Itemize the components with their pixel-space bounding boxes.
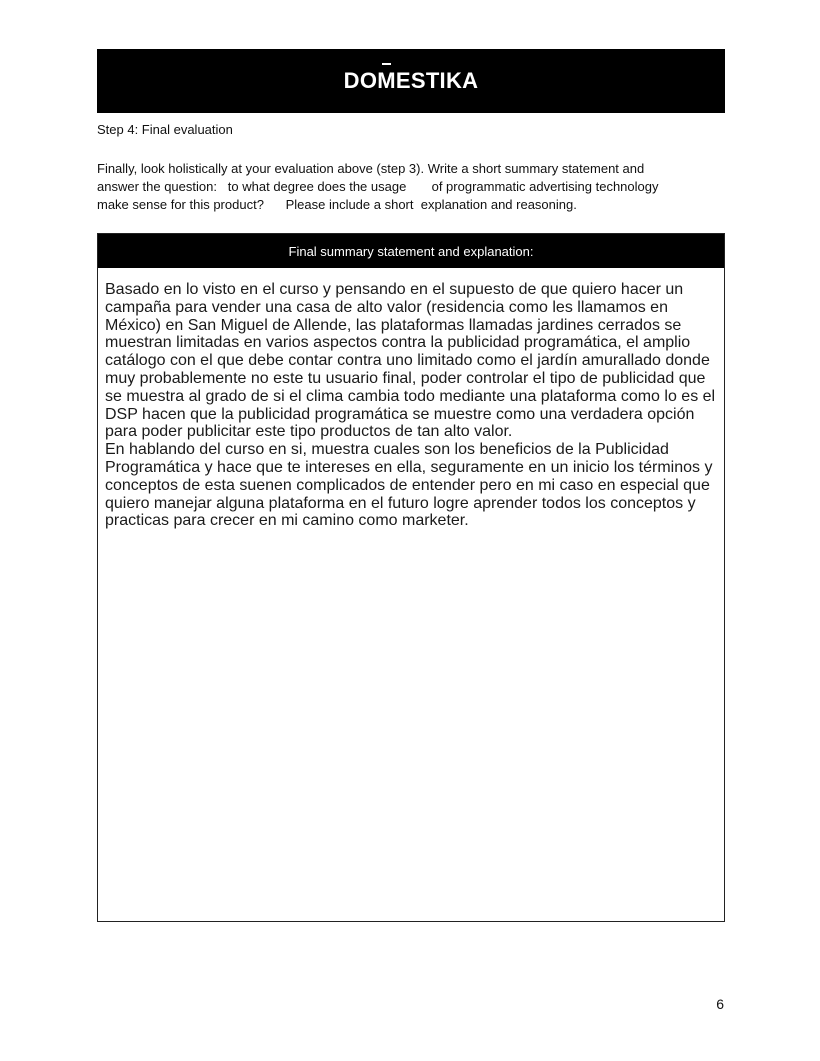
summary-box (97, 233, 725, 922)
logo-text: DOMESTIKA (343, 68, 479, 93)
header-bar (97, 49, 725, 113)
domestika-logo (344, 70, 479, 92)
summary-paragraph: En hablando del curso en si, muestra cuales son los beneficios de la Publicidad Programática y hace que te intereses en ella, seguramente en un inicio los términos y conceptos de esta suenen complicados de entender pero en mi caso en especial que quiero manejar alguna plataforma en el futuro logre aprender todos los conceptos y practicas para crecer en mi camino como marketer. (105, 441, 713, 530)
instructions (97, 160, 697, 214)
summary-header: Final summary statement and explanation: (98, 234, 724, 268)
page-number: 6 (716, 996, 724, 1012)
instructions-line: answer the question: to what degree does the usage of programmatic advertising technology (97, 179, 659, 194)
step-title: Step 4: Final evaluation (97, 122, 233, 137)
instructions-line: make sense for this product? Please include a short explanation and reasoning. (97, 197, 577, 212)
logo-accent-mark (382, 63, 391, 65)
summary-paragraph: Basado en lo visto en el curso y pensando en el supuesto de que quiero hacer un campaña para vender una casa de alto valor (residencia como les llamamos en México) en San Miguel de Allende, las plataformas llamadas jardines cerrados se muestran limitadas en varios aspectos contra la publicidad programática, el amplio catálogo con el que debe contar contra uno limitado como el jardín amurallado donde muy probablemente no este tu usuario final, poder controlar el tipo de publicidad que se muestra al grado de si el clima cambia todo mediante una plataforma como lo es el DSP hacen que la publicidad programática se muestre como una verdadera opción para poder publicitar este tipo productos de tan alto valor. (105, 281, 716, 441)
instructions-line: Finally, look holistically at your evaluation above (step 3). Write a short summary statement and (97, 161, 645, 176)
summary-text-area[interactable] (98, 268, 724, 530)
